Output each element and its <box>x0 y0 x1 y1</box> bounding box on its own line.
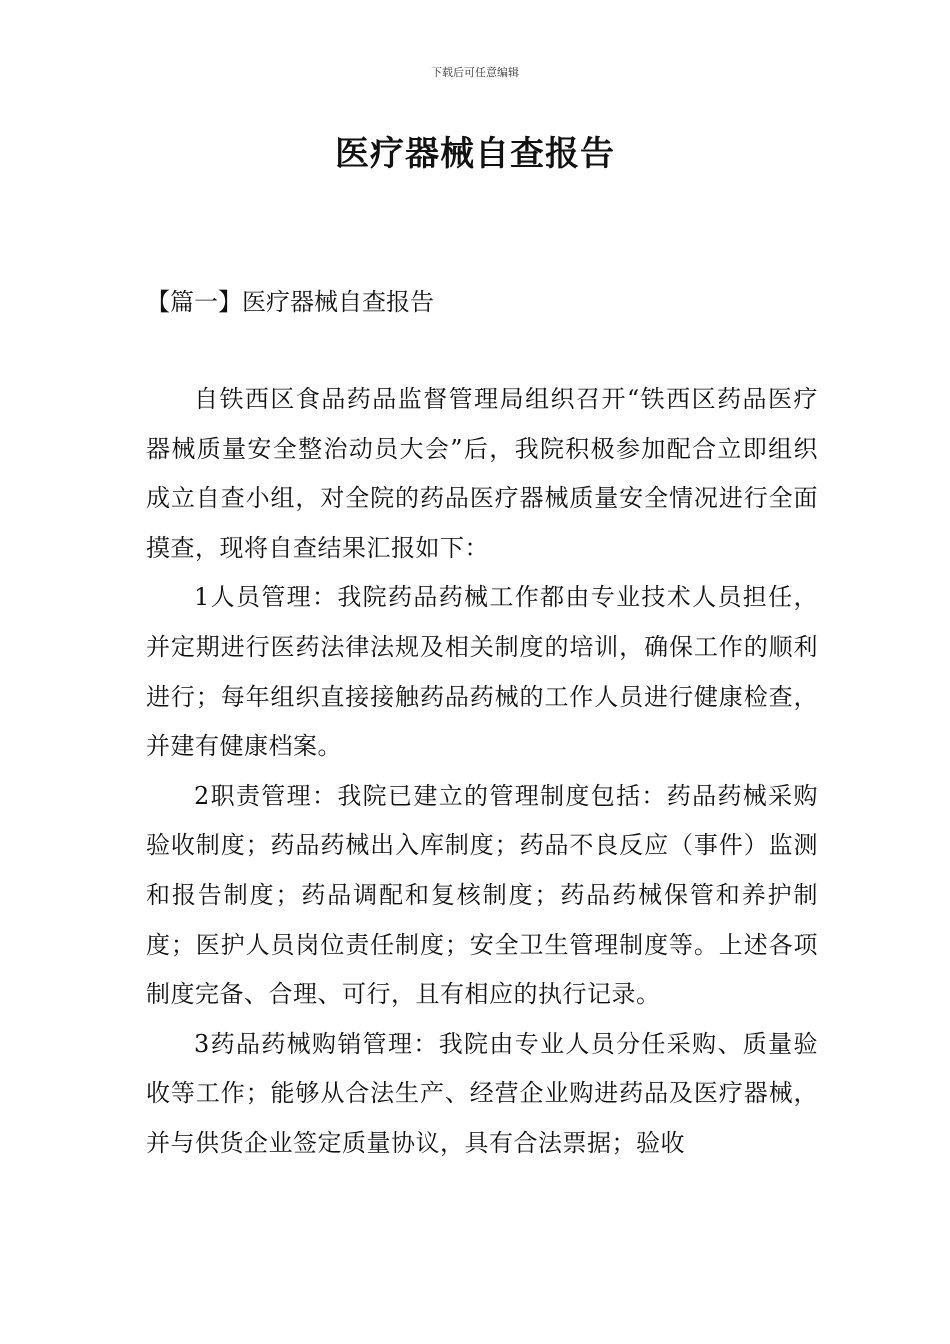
section-heading: 【篇一】医疗器械自查报告 <box>146 288 434 316</box>
header-note: 下载后可任意编辑 <box>431 66 519 79</box>
paragraph-intro: 自铁西区食品药品监督管理局组织召开“铁西区药品医疗器械质量安全整治动员大会”后，我院积极参加配合立即组织成立自查小组，对全院的药品医疗器械质量安全情况进行全面摸查，现将自查结果汇报如下： <box>146 385 818 562</box>
document-body <box>146 375 818 1169</box>
paragraph-responsibility-management: 2职责管理：我院已建立的管理制度包括：药品药械采购验收制度；药品药械出入库制度；药品不良反应（事件）监测和报告制度；药品调配和复核制度；药品药械保管和养护制度；医护人员岗位责任制度；安全卫生管理制度等。上述各项制度完备、合理、可行，且有相应的执行记录。 <box>146 781 818 1009</box>
paragraph-personnel-management: 1人员管理：我院药品药械工作都由专业技术人员担任，并定期进行医药法律法规及相关制度的培训，确保工作的顺利进行；每年组织直接接触药品药械的工作人员进行健康检查，并建有健康档案。 <box>146 583 818 761</box>
paragraph-purchase-sales-management: 3药品药械购销管理：我院由专业人员分任采购、质量验收等工作；能够从合法生产、经营企业购进药品及医疗器械，并与供货企业签定质量协议，具有合法票据；验收 <box>146 1029 818 1157</box>
document-title: 医疗器械自查报告 <box>335 134 615 174</box>
